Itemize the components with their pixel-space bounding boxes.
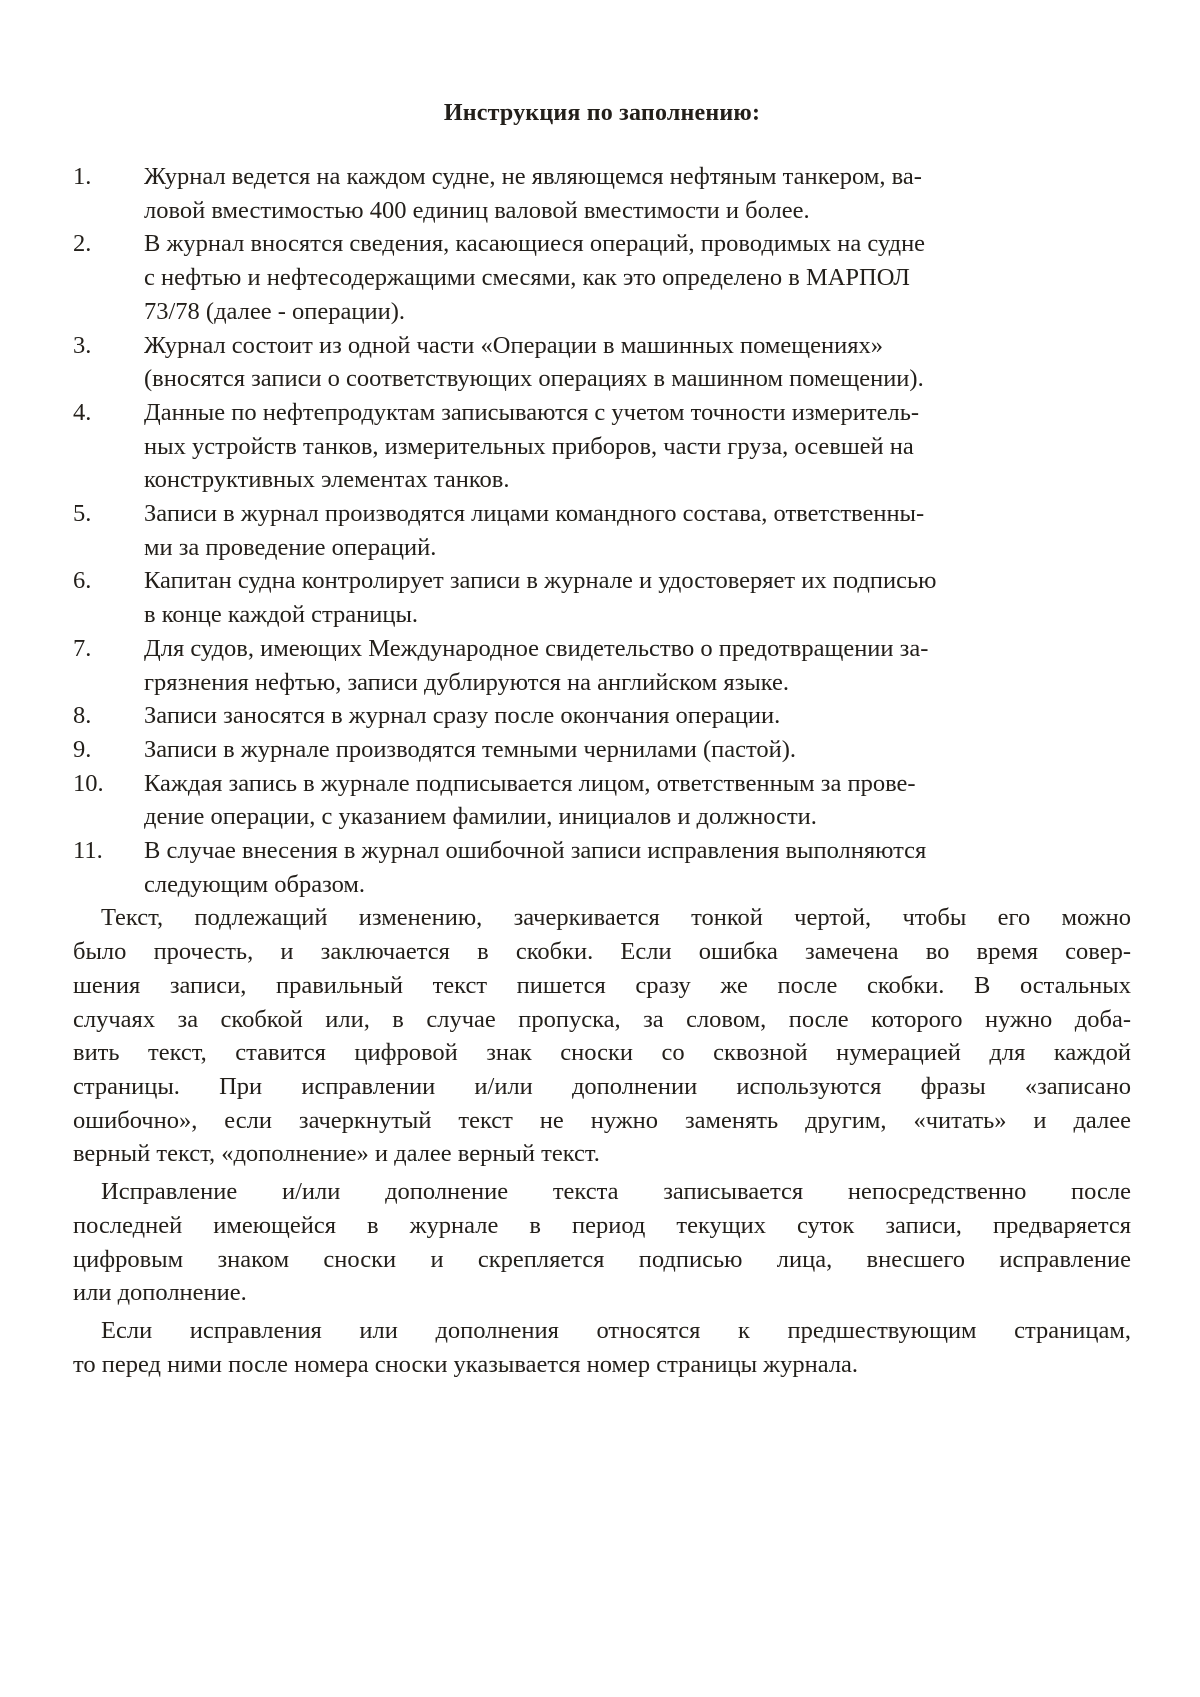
list-item: [73, 329, 1131, 396]
list-item-number: 6.: [73, 567, 92, 595]
list-item-number: 9.: [73, 735, 92, 763]
list-item-text: с нефтью и нефтесодержащими смесями, как это определено в МАРПОЛ: [144, 264, 910, 292]
list-item: [73, 227, 1131, 328]
paragraph-line: верный текст, «дополнение» и далее верный текст.: [73, 1140, 600, 1168]
list-item-number: 2.: [73, 230, 92, 258]
list-item-number: 1.: [73, 163, 92, 190]
list-item-number: 8.: [73, 702, 92, 730]
list-item-number: 4.: [73, 398, 92, 426]
paragraph-additions: [73, 1175, 1131, 1310]
list-item: [73, 767, 1131, 834]
list-item: [73, 497, 1131, 564]
paragraph-line: Если исправления или дополнения относятся к предшествующим страницам,: [101, 1316, 1131, 1344]
paragraph-line: страницы. При исправлении и/или дополнении используются фразы «записано: [73, 1072, 1131, 1100]
list-item: [73, 632, 1131, 699]
list-item: [73, 733, 1131, 767]
list-item-number: 11.: [73, 837, 103, 865]
list-item: [73, 564, 1131, 631]
list-item-number: 10.: [73, 769, 104, 797]
paragraph-previous-pages: [73, 1314, 1131, 1381]
list-item-text: ми за проведение операций.: [144, 533, 437, 561]
paragraph-line: вить текст, ставится цифровой знак сноски со сквозной нумерацией для каждой: [73, 1039, 1131, 1067]
paragraph-line: ошибочно», если зачеркнутый текст не нужно заменять другим, «читать» и далее: [73, 1106, 1131, 1134]
instructions-list: [73, 160, 1131, 901]
document-page: [73, 96, 1131, 1381]
page-title: Инструкция по заполнению:: [443, 100, 761, 126]
paragraph-line: было прочесть, и заключается в скобки. Если ошибка замечена во время совер-: [73, 938, 1131, 966]
paragraph-line: Исправление и/или дополнение текста записывается непосредственно после: [101, 1178, 1131, 1206]
list-item-text: конструктивных элементах танков.: [144, 466, 510, 494]
list-item-text: Записи в журнале производятся темными чернилами (пастой).: [144, 735, 797, 763]
list-item-text: ных устройств танков, измерительных приборов, части груза, осевшей на: [144, 432, 914, 460]
list-item-text: Каждая запись в журнале подписывается лицом, ответственным за прове-: [144, 769, 916, 797]
paragraph-line: Текст, подлежащий изменению, зачеркивается тонкой чертой, чтобы его можно: [101, 904, 1131, 932]
list-item-text: Для судов, имеющих Международное свидетельство о предотвращении за-: [144, 634, 929, 662]
paragraph-line: шения записи, правильный текст пишется сразу же после скобки. В остальных: [73, 971, 1131, 999]
list-item-text: дение операции, с указанием фамилии, инициалов и должности.: [144, 803, 817, 831]
list-item-text: Записи в журнал производятся лицами командного состава, ответственны-: [144, 500, 925, 528]
list-item-text: В случае внесения в журнал ошибочной записи исправления выполняются: [144, 837, 927, 865]
list-item-text: (вносятся записи о соответствующих операциях в машинном помещении).: [144, 365, 924, 393]
paragraph-line: случаях за скобкой или, в случае пропуска, за словом, после которого нужно доба-: [73, 1005, 1131, 1033]
list-item-number: 5.: [73, 500, 92, 528]
list-item-text: грязнения нефтью, записи дублируются на английском языке.: [144, 668, 790, 696]
paragraph-line: то перед ними после номера сноски указывается номер страницы журнала.: [73, 1350, 859, 1378]
list-item: [73, 160, 1131, 227]
list-item: [73, 834, 1131, 901]
paragraph-line: или дополнение.: [73, 1279, 247, 1307]
list-item-text: Записи заносятся в журнал сразу после окончания операции.: [144, 702, 781, 730]
list-item-text: следующим образом.: [144, 870, 366, 898]
list-item: [73, 396, 1131, 497]
paragraph-corrections: [73, 901, 1131, 1171]
list-item-text: ловой вместимостью 400 единиц валовой вместимости и более.: [144, 196, 810, 224]
list-item-number: 7.: [73, 634, 92, 662]
list-item-text: Данные по нефтепродуктам записываются с учетом точности измеритель-: [144, 398, 920, 426]
paragraph-line: последней имеющейся в журнале в период текущих суток записи, предваряется: [73, 1211, 1131, 1239]
list-item: [73, 699, 1131, 733]
list-item-number: 3.: [73, 331, 92, 359]
list-item-text: в конце каждой страницы.: [144, 601, 419, 629]
list-item-text: Капитан судна контролирует записи в журнале и удостоверяет их подписью: [144, 567, 937, 595]
list-item-text: Журнал состоит из одной части «Операции в машинных помещениях»: [144, 331, 883, 359]
list-item-text: Журнал ведется на каждом судне, не являющемся нефтяным танкером, ва-: [144, 163, 922, 190]
paragraph-line: цифровым знаком сноски и скрепляется подписью лица, внесшего исправление: [73, 1245, 1131, 1273]
list-item-text: В журнал вносятся сведения, касающиеся операций, проводимых на судне: [144, 230, 926, 258]
list-item-text: 73/78 (далее - операции).: [144, 297, 406, 325]
